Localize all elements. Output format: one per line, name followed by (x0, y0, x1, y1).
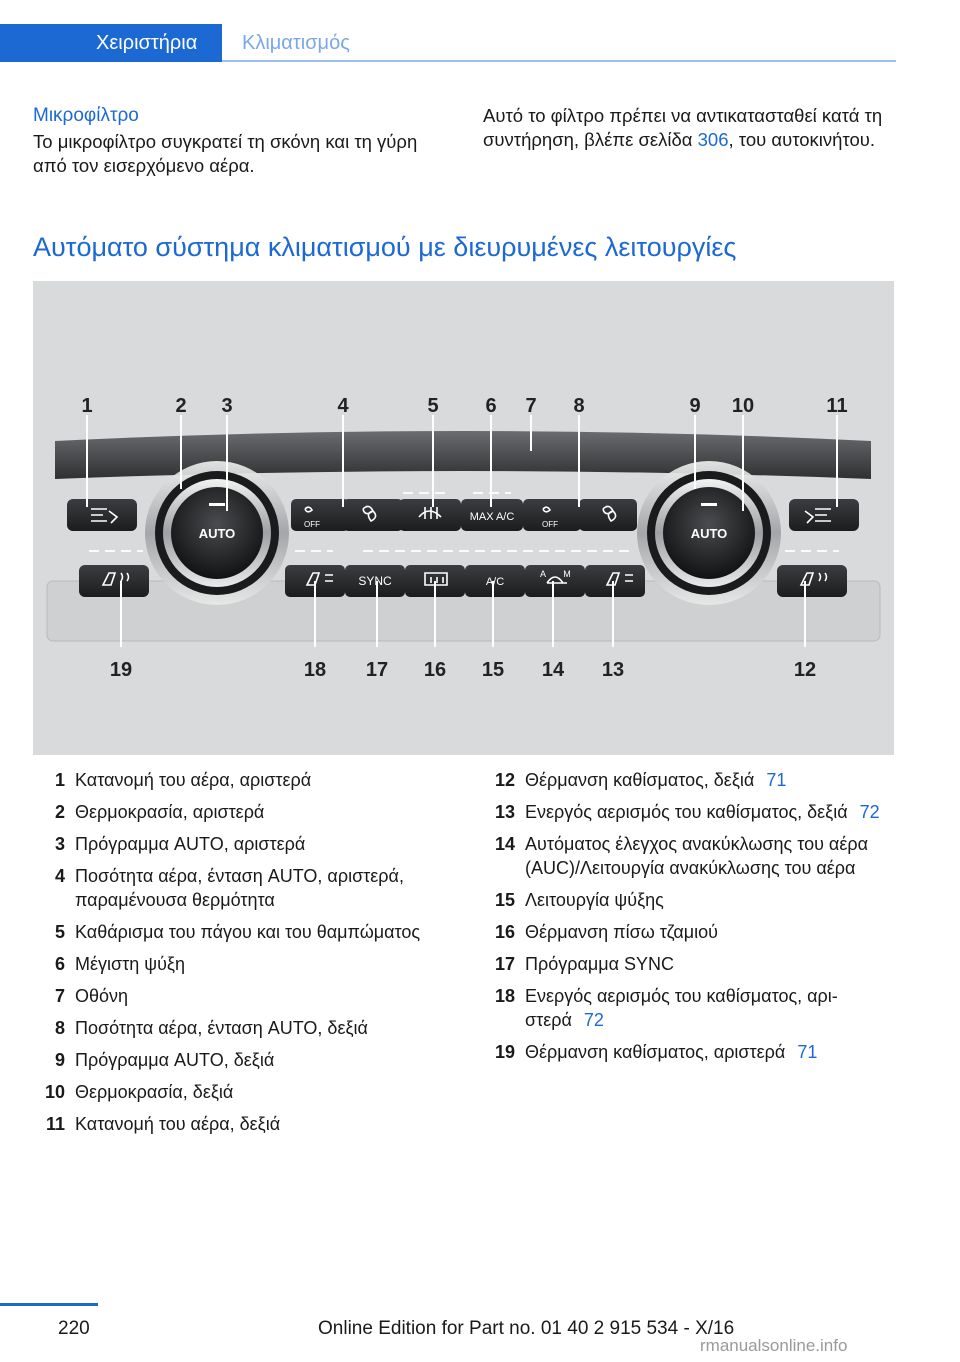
callout-12: 12 (793, 659, 817, 681)
legend-number: 7 (54, 986, 65, 1006)
legend-number: 5 (54, 922, 65, 942)
legend-text: Ποσότητα αέρα, ένταση AUTO, δεξιά (75, 1018, 368, 1038)
callout-2: 2 (175, 395, 187, 417)
legend-text: Λειτουργία ψύξης (525, 890, 664, 910)
legend-item (483, 768, 893, 792)
callout-16: 16 (423, 659, 447, 681)
legend-item (483, 888, 893, 912)
page-link[interactable]: 71 (797, 1042, 818, 1062)
auc-m-label: M (563, 569, 571, 579)
legend-text (525, 768, 893, 792)
legend-number: 15 (494, 890, 515, 910)
callout-1: 1 (81, 395, 93, 417)
legend-item (33, 920, 453, 944)
legend-number: 6 (54, 954, 65, 974)
legend-text: Κατανομή του αέρα, αριστερά (75, 770, 312, 790)
climate-panel-figure (33, 281, 894, 755)
legend-item (483, 800, 893, 824)
tab-air-conditioning[interactable]: Κλιματισμός (242, 32, 350, 54)
callout-3: 3 (221, 395, 233, 417)
callout-6: 6 (485, 395, 497, 417)
legend-item (483, 952, 893, 976)
callout-18: 18 (303, 659, 327, 681)
legend-item (33, 800, 453, 824)
legend-text: Πρόγραμμα AUTO, δεξιά (75, 1050, 275, 1070)
legend-number: 13 (494, 802, 515, 822)
legend-item (483, 920, 893, 944)
legend-text: Οθόνη (75, 986, 129, 1006)
legend-text: Θερμοκρασία, δεξιά (75, 1082, 234, 1102)
edition-footer: Online Edition for Part no. 01 40 2 915 534 - X/16 (318, 1318, 735, 1339)
auto-right-label: AUTO (690, 526, 728, 541)
legend-item (33, 832, 453, 856)
intro-right-column (483, 104, 893, 152)
legend-number: 11 (45, 1114, 65, 1134)
callout-11: 11 (826, 395, 848, 417)
legend-number: 3 (54, 834, 65, 854)
legend-number: 1 (54, 770, 65, 790)
legend-left (33, 768, 453, 1144)
legend-text-body: Θέρμανση καθίσματος, δεξιά (525, 770, 755, 790)
microfilter-heading: Μικροφίλτρο (33, 105, 139, 126)
callout-10: 10 (731, 395, 755, 417)
legend-item (33, 864, 453, 912)
legend-text: Πρόγραμμα AUTO, αριστερά (75, 834, 306, 854)
legend-number: 4 (54, 866, 65, 886)
legend-text-body: Ενεργός αερισμός του καθίσματος, αριστερά (525, 986, 838, 1030)
callout-17: 17 (365, 659, 389, 681)
legend-text (525, 984, 893, 1032)
legend-text: Μέγιστη ψύξη (75, 954, 185, 974)
legend-item (33, 1016, 453, 1040)
callout-14: 14 (541, 659, 565, 681)
page-number-rule (0, 1303, 98, 1306)
header-tabs (0, 24, 896, 62)
legend-text: Ποσότητα αέρα, ένταση AUTO, αριστερά, παραμένουσα θερμότητα (75, 866, 404, 910)
legend-text: Κατανομή του αέρα, δεξιά (75, 1114, 281, 1134)
legend-right (483, 768, 893, 1072)
display-strip (55, 431, 871, 479)
legend-text: Θέρμανση πίσω τζαμιού (525, 922, 718, 942)
legend-item (33, 1080, 453, 1104)
legend-number: 16 (494, 922, 515, 942)
tab-controls[interactable]: Χειριστήρια (0, 24, 222, 62)
page-link[interactable]: 71 (766, 770, 787, 790)
page-link[interactable]: 72 (583, 1010, 604, 1030)
legend-item (33, 952, 453, 976)
legend-item (33, 1048, 453, 1072)
off-right-label: OFF (542, 520, 558, 529)
off-left-label: OFF (304, 520, 320, 529)
legend-number: 17 (494, 954, 515, 974)
legend-text: Καθάρισμα του πάγου και του θαμπώματος (75, 922, 421, 942)
legend-number: 14 (494, 834, 515, 854)
legend-item (33, 768, 453, 792)
page-link[interactable]: 72 (859, 802, 880, 822)
legend-number: 18 (494, 986, 515, 1006)
ac-label: A/C (485, 576, 505, 588)
legend-item (483, 984, 893, 1032)
callout-15: 15 (481, 659, 505, 681)
legend-text: Θερμοκρασία, αριστερά (75, 802, 265, 822)
legend-number: 10 (44, 1082, 65, 1102)
legend-number: 12 (494, 770, 515, 790)
callout-19: 19 (109, 659, 133, 681)
legend-item (483, 832, 893, 880)
legend-text: Πρόγραμμα SYNC (525, 954, 675, 974)
microfilter-text: Το μικροφίλτρο συγκρατεί τη σκόνη και τη γύρη από τον εισερχόμενο αέρα. (33, 131, 418, 176)
callout-13: 13 (601, 659, 625, 681)
legend-text (525, 1040, 893, 1064)
max-ac-label: MAX A/C (469, 511, 515, 523)
legend-number: 19 (494, 1042, 515, 1062)
auto-left-label: AUTO (198, 526, 236, 541)
legend-number: 2 (54, 802, 65, 822)
replace-text-end: , του αυτοκινήτου. (728, 129, 876, 150)
replace-text: Αυτό το φίλτρο πρέπει να αντικατασταθεί κατά τη συντήρηση, βλέπε σελίδα (483, 105, 883, 150)
sync-label: SYNC (358, 574, 392, 588)
legend-item (33, 984, 453, 1008)
legend-text: Αυτόματος έλεγχος ανακύκλωσης του αέρα (AUC)/Λειτουργία ανακύκλωσης του αέρα (525, 834, 869, 878)
watermark: rmanualsonline.info (700, 1336, 848, 1355)
callout-4: 4 (337, 395, 349, 417)
legend-number: 8 (54, 1018, 65, 1038)
page-link-306[interactable]: 306 (697, 129, 729, 150)
legend-text-body: Θέρμανση καθίσματος, αριστερά (525, 1042, 786, 1062)
section-title: Αυτόματο σύστημα κλιματισμού με διευρυμένες λειτουργίες (33, 232, 737, 262)
intro-left-column (33, 104, 453, 178)
legend-text (525, 800, 893, 824)
legend-number: 9 (54, 1050, 65, 1070)
auc-a-label: A (539, 569, 547, 579)
legend-item (33, 1112, 453, 1136)
legend-text-body: Ενεργός αερισμός του καθίσματος, δεξιά (525, 802, 848, 822)
callout-7: 7 (525, 395, 537, 417)
callout-8: 8 (573, 395, 585, 417)
legend-item (483, 1040, 893, 1064)
header-divider (222, 60, 896, 62)
page-number: 220 (58, 1318, 90, 1339)
callout-9: 9 (689, 395, 701, 417)
callout-5: 5 (427, 395, 439, 417)
